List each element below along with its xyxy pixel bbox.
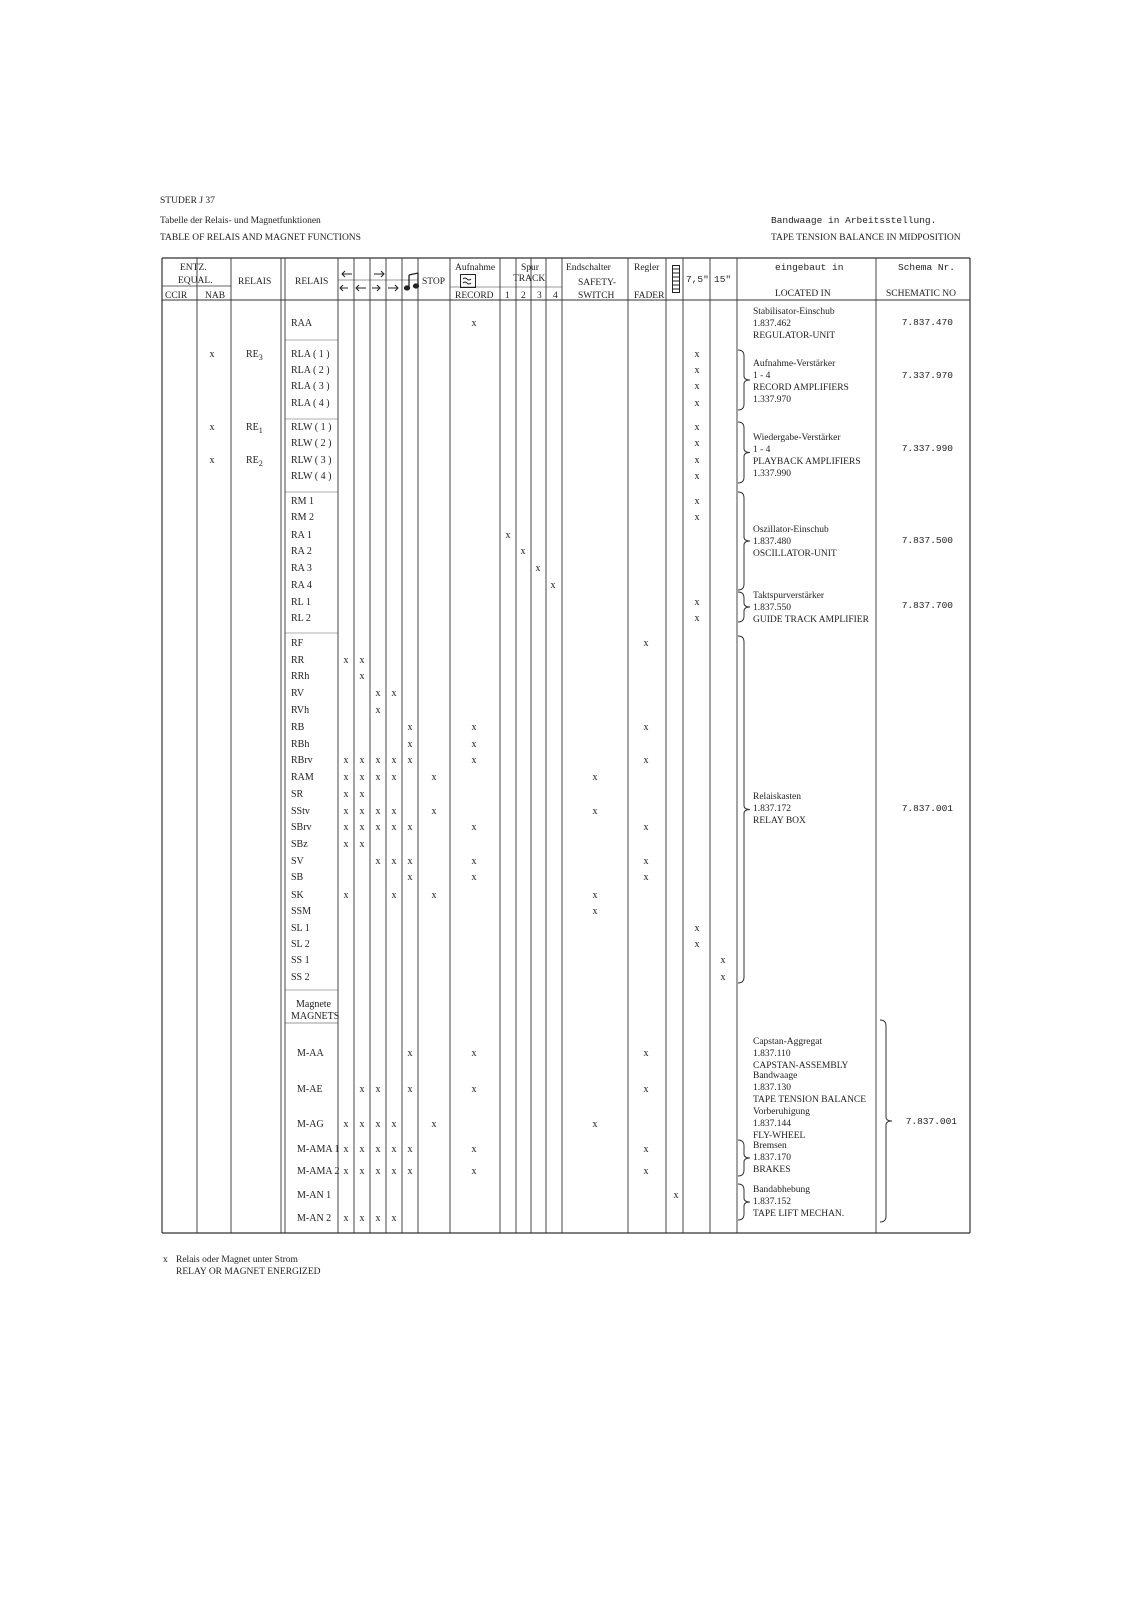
brace (738, 422, 750, 483)
hdr-safety: SAFETY- (578, 278, 617, 288)
x-mark: x (359, 1084, 365, 1095)
x-mark: x (673, 1190, 679, 1201)
x-mark: x (375, 1166, 381, 1177)
x-mark: x (694, 398, 700, 409)
x-mark: x (391, 1213, 397, 1224)
nab-mark: x (209, 455, 215, 466)
magnets-label-en: MAGNETS (291, 1011, 340, 1022)
magnet-name: M-AMA 2 (297, 1166, 340, 1177)
magnets-label-de: Magnete (296, 999, 331, 1010)
relay-name: SR (291, 789, 304, 800)
relay-name: RL 2 (291, 613, 311, 624)
x-mark: x (694, 365, 700, 376)
magnet-name: M-AMA 1 (297, 1144, 340, 1155)
x-mark: x (343, 655, 349, 666)
x-mark: x (643, 1084, 649, 1095)
x-mark: x (375, 772, 381, 783)
x-mark: x (343, 839, 349, 850)
relay-name: SBrv (291, 822, 312, 833)
x-mark: x (694, 455, 700, 466)
location-line: 1.837.462 (753, 319, 791, 329)
nab-mark: x (209, 422, 215, 433)
x-mark: x (694, 512, 700, 523)
schema-number: 7.337.990 (901, 443, 953, 454)
location-line: 1.837.130 (753, 1083, 791, 1093)
location-line: 1.837.110 (753, 1049, 791, 1059)
relay-name: SK (291, 890, 304, 901)
location-line: OSCILLATOR-UNIT (753, 549, 837, 559)
location-line: BRAKES (753, 1165, 791, 1175)
x-mark: x (471, 1166, 477, 1177)
hdr-eingebaut: eingebaut in (775, 262, 844, 273)
location-line: Bandabhebung (753, 1185, 810, 1195)
x-mark: x (359, 822, 365, 833)
relay-ref: $RE_3$ (246, 349, 263, 362)
nab-mark: x (209, 349, 215, 360)
x-mark: x (359, 1144, 365, 1155)
brace (738, 350, 750, 410)
x-mark: x (375, 688, 381, 699)
x-mark: x (359, 789, 365, 800)
forward-arrows-icon (372, 271, 398, 291)
x-mark: x (471, 318, 477, 329)
location-line: TAPE LIFT MECHAN. (753, 1209, 845, 1219)
x-mark: x (643, 1048, 649, 1059)
x-mark: x (343, 822, 349, 833)
x-mark: x (694, 438, 700, 449)
hdr-speed-7-5: 7,5" (686, 274, 709, 285)
location-line: REGULATOR-UNIT (753, 331, 836, 341)
x-mark: x (471, 722, 477, 733)
hdr-schema: Schema Nr. (898, 262, 956, 273)
x-mark: x (359, 1166, 365, 1177)
x-mark: x (407, 739, 413, 750)
x-mark: x (407, 856, 413, 867)
hdr-ccir: CCIR (165, 291, 188, 301)
relay-name: SL 1 (291, 923, 310, 934)
relay-name: RLA ( 3 ) (291, 381, 330, 392)
magnet-name: M-AN 2 (297, 1213, 332, 1224)
relay-name: RBrv (291, 755, 313, 766)
location-line: Taktspurverstärker (753, 591, 825, 601)
x-mark: x (343, 755, 349, 766)
x-mark: x (391, 856, 397, 867)
x-mark: x (375, 822, 381, 833)
x-mark: x (391, 822, 397, 833)
footnote-de: Relais oder Magnet unter Strom (176, 1255, 298, 1265)
relay-name: RLA ( 2 ) (291, 365, 330, 376)
location-line: 1.337.970 (753, 395, 791, 405)
relay-name: RF (291, 638, 304, 649)
x-mark: x (391, 755, 397, 766)
hdr-endschalter: Endschalter (566, 263, 611, 273)
tape-counter-icon (672, 265, 680, 293)
brace (738, 592, 750, 622)
x-mark: x (643, 722, 649, 733)
x-mark: x (407, 1144, 413, 1155)
x-mark: x (343, 789, 349, 800)
brace (738, 1184, 750, 1220)
hdr-track-3: 3 (537, 291, 542, 301)
direction-icons (338, 266, 424, 296)
relay-name: RAA (291, 318, 313, 329)
x-mark: x (520, 546, 526, 557)
relay-name: RA 4 (291, 580, 312, 591)
magnet-name: M-AE (297, 1084, 323, 1095)
x-mark: x (343, 1166, 349, 1177)
x-mark: x (643, 638, 649, 649)
relay-name: RRh (291, 671, 310, 682)
location-line: CAPSTAN-ASSEMBLY (753, 1061, 849, 1071)
x-mark: x (592, 772, 598, 783)
hdr-spur: Spur (521, 263, 539, 273)
model-title: STUDER J 37 (160, 196, 215, 206)
x-mark: x (407, 1048, 413, 1059)
x-mark: x (359, 671, 365, 682)
location-line: Stabilisator-Einschub (753, 307, 835, 317)
x-mark: x (407, 1084, 413, 1095)
hdr-track-1: 1 (505, 291, 510, 301)
location-line: Aufnahme-Verstärker (753, 359, 836, 369)
hdr-regler: Regler (634, 263, 660, 273)
x-mark: x (431, 772, 437, 783)
x-mark: x (391, 890, 397, 901)
relay-name: RLW ( 2 ) (291, 438, 332, 449)
x-mark: x (343, 806, 349, 817)
x-mark: x (375, 1144, 381, 1155)
location-line: PLAYBACK AMPLIFIERS (753, 457, 861, 467)
location-line: Bremsen (753, 1141, 787, 1151)
x-mark: x (592, 890, 598, 901)
x-mark: x (375, 856, 381, 867)
relay-name: SS 1 (291, 955, 310, 966)
record-wave-icon (460, 274, 476, 288)
hdr-track: TRACK (513, 274, 546, 284)
x-mark: x (407, 822, 413, 833)
hdr-relais-2: RELAIS (295, 277, 329, 287)
schema-number: 7.837.470 (901, 317, 953, 328)
x-mark: x (375, 705, 381, 716)
x-mark: x (471, 755, 477, 766)
x-mark: x (694, 471, 700, 482)
right-note-en: TAPE TENSION BALANCE IN MIDPOSITION (771, 233, 961, 243)
x-mark: x (720, 955, 726, 966)
hdr-equal: EQUAL. (178, 276, 213, 286)
relay-name: RVh (291, 705, 310, 716)
relay-name: SBz (291, 839, 308, 850)
hdr-speed-15: 15" (714, 274, 732, 285)
location-line: Wiedergabe-Verstärker (753, 433, 841, 443)
location-line: 1.337.990 (753, 469, 791, 479)
x-mark: x (694, 349, 700, 360)
schema-number: 7.837.001 (901, 803, 953, 814)
x-mark: x (375, 1119, 381, 1130)
x-mark: x (359, 755, 365, 766)
relay-name: RLA ( 1 ) (291, 349, 330, 360)
x-mark: x (391, 688, 397, 699)
relay-ref: $RE_1$ (246, 422, 263, 435)
relay-name: SL 2 (291, 939, 310, 950)
x-mark: x (375, 1084, 381, 1095)
relay-name: SSM (291, 906, 312, 917)
relay-name: SB (291, 872, 304, 883)
x-mark: x (535, 563, 541, 574)
x-mark: x (391, 1166, 397, 1177)
relay-name: RB (291, 722, 305, 733)
relay-ref: $RE_2$ (246, 455, 263, 468)
relay-name: RR (291, 655, 305, 666)
x-mark: x (643, 856, 649, 867)
x-mark: x (407, 872, 413, 883)
x-mark: x (391, 772, 397, 783)
x-mark: x (375, 806, 381, 817)
x-mark: x (471, 856, 477, 867)
x-mark: x (431, 890, 437, 901)
x-mark: x (359, 806, 365, 817)
location-line: 1.837.152 (753, 1197, 791, 1207)
x-mark: x (694, 613, 700, 624)
x-mark: x (375, 755, 381, 766)
relay-name: RL 1 (291, 597, 311, 608)
location-line: 1.837.480 (753, 537, 791, 547)
location-line: 1.837.144 (753, 1119, 791, 1129)
location-line: 1 - 4 (753, 371, 771, 381)
relay-name: SS 2 (291, 972, 310, 983)
relay-name: RBh (291, 739, 310, 750)
schema-number: 7.837.001 (905, 1116, 957, 1127)
rewind-arrows-icon (340, 271, 366, 291)
x-mark: x (407, 722, 413, 733)
location-line: Relaiskasten (753, 792, 802, 802)
x-mark: x (643, 872, 649, 883)
x-mark: x (471, 1048, 477, 1059)
location-line: Vorberuhigung (753, 1107, 810, 1117)
x-mark: x (505, 530, 511, 541)
x-mark: x (550, 580, 556, 591)
location-line: FLY-WHEEL (753, 1131, 806, 1141)
schema-number: 7.837.700 (901, 600, 953, 611)
x-mark: x (391, 1144, 397, 1155)
relay-name: RV (291, 688, 305, 699)
schema-number: 7.337.970 (901, 370, 953, 381)
location-line: Capstan-Aggregat (753, 1037, 823, 1047)
location-line: 1.837.170 (753, 1153, 791, 1163)
hdr-located: LOCATED IN (775, 289, 831, 299)
x-mark: x (643, 1166, 649, 1177)
x-mark: x (471, 1144, 477, 1155)
x-mark: x (343, 1213, 349, 1224)
hdr-schematic: SCHEMATIC NO (886, 289, 956, 299)
location-line: 1.837.172 (753, 804, 791, 814)
relay-name: SStv (291, 806, 310, 817)
location-line: Bandwaage (753, 1071, 798, 1081)
brace (738, 492, 750, 590)
location-line: RELAY BOX (753, 816, 806, 826)
x-mark: x (343, 772, 349, 783)
x-mark: x (643, 1144, 649, 1155)
hdr-fader: FADER (634, 291, 665, 301)
magnet-name: M-AA (297, 1048, 324, 1059)
x-mark: x (471, 872, 477, 883)
x-mark: x (592, 906, 598, 917)
x-mark: x (592, 1119, 598, 1130)
hdr-switch: SWITCH (578, 291, 615, 301)
relay-name: RA 2 (291, 546, 312, 557)
hdr-track-2: 2 (521, 291, 526, 301)
x-mark: x (407, 755, 413, 766)
x-mark: x (359, 1119, 365, 1130)
x-mark: x (343, 1119, 349, 1130)
location-line: 1.837.550 (753, 603, 791, 613)
title-en: TABLE OF RELAIS AND MAGNET FUNCTIONS (160, 233, 361, 243)
x-mark: x (694, 422, 700, 433)
x-mark: x (391, 806, 397, 817)
x-mark: x (694, 939, 700, 950)
relay-name: SV (291, 856, 304, 867)
location-line: Oszillator-Einschub (753, 525, 829, 535)
relay-name: RLW ( 3 ) (291, 455, 332, 466)
hdr-stop: STOP (422, 277, 446, 287)
relay-name: RLW ( 4 ) (291, 471, 332, 482)
x-mark: x (471, 822, 477, 833)
x-mark: x (391, 1119, 397, 1130)
x-mark: x (375, 1213, 381, 1224)
brace (738, 1140, 750, 1176)
relay-name: RA 1 (291, 530, 312, 541)
footnote-en: RELAY OR MAGNET ENERGIZED (176, 1267, 321, 1277)
location-line: 1 - 4 (753, 445, 771, 455)
relay-name: RLA ( 4 ) (291, 398, 330, 409)
x-mark: x (343, 1144, 349, 1155)
schema-number: 7.837.500 (901, 535, 953, 546)
hdr-track-4: 4 (553, 291, 558, 301)
x-mark: x (359, 772, 365, 783)
x-mark: x (359, 655, 365, 666)
x-mark: x (720, 972, 726, 983)
x-mark: x (694, 923, 700, 934)
hdr-relais-1: RELAIS (238, 277, 272, 287)
title-de: Tabelle der Relais- und Magnetfunktionen (160, 216, 321, 226)
location-line: TAPE TENSION BALANCE (753, 1095, 867, 1105)
relay-name: RAM (291, 772, 314, 783)
magnet-name: M-AN 1 (297, 1190, 332, 1201)
play-note-icon (405, 273, 419, 290)
x-mark: x (343, 890, 349, 901)
hdr-record: RECORD (455, 291, 494, 301)
location-line: GUIDE TRACK AMPLIFIER (753, 615, 869, 625)
hdr-nab: NAB (205, 291, 226, 301)
x-mark: x (359, 1213, 365, 1224)
brace (738, 636, 750, 983)
footnote-mark: x (163, 1255, 168, 1265)
x-mark: x (407, 1166, 413, 1177)
hdr-aufnahme: Aufnahme (455, 263, 496, 273)
x-mark: x (431, 806, 437, 817)
x-mark: x (643, 755, 649, 766)
x-mark: x (359, 839, 365, 850)
x-mark: x (694, 496, 700, 507)
location-line: RECORD AMPLIFIERS (753, 383, 849, 393)
x-mark: x (694, 597, 700, 608)
x-mark: x (431, 1119, 437, 1130)
x-mark: x (471, 1084, 477, 1095)
x-mark: x (694, 381, 700, 392)
relay-name: RA 3 (291, 563, 312, 574)
relay-name: RM 2 (291, 512, 315, 523)
relay-name: RM 1 (291, 496, 315, 507)
x-mark: x (471, 739, 477, 750)
hdr-entz: ENTZ. (180, 263, 207, 273)
right-note-de: Bandwaage in Arbeitsstellung. (771, 215, 937, 226)
x-mark: x (592, 806, 598, 817)
magnet-name: M-AG (297, 1119, 324, 1130)
relay-name: RLW ( 1 ) (291, 422, 332, 433)
x-mark: x (643, 822, 649, 833)
